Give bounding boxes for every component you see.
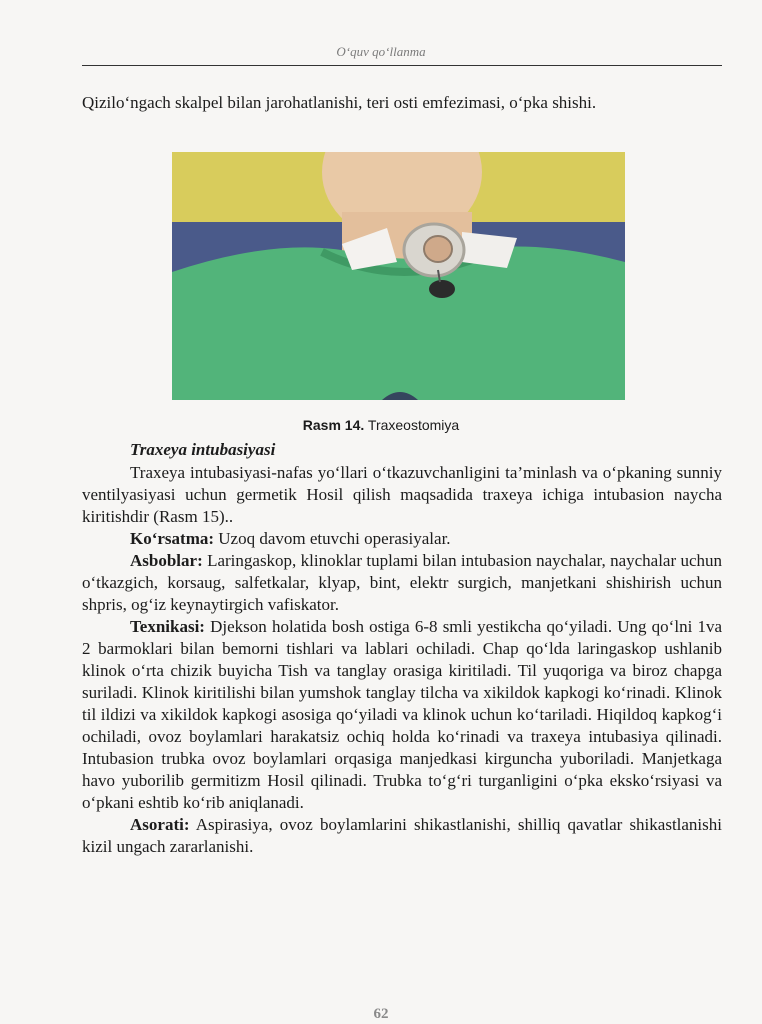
indication-label: Ko‘rsatma: xyxy=(130,529,215,548)
section-body xyxy=(82,462,722,858)
running-header: O‘quv qo‘llanma xyxy=(336,44,426,59)
technique-text: Djekson holatida bosh ostiga 6-8 smli yestikcha qo‘yiladi. Ung qo‘lni 1va 2 barmoklari bilan bemorni tishlari va lablari ochiladi. Chap qo‘lda laringaskop ushlanib klinok o‘rta chizik buyicha Tish va tanglay orasiga kiritiladi. Til yuqoriga va biroz chapga suriladi. Klinok kiritilishi bilan yumshok tanglay tilcha va xikildok kapkogi ko‘rinadi. Klinok til ildizi va xikildok kapkogi asosiga qo‘yiladi va klinok uchun ko‘tariladi. Hiqildoq kapkog‘i ochiladi, ovoz boylamlari harakatsiz ochiq holda ko‘rinadi va traxeya intubasiya qilinadi. Intubasion trubka ovoz boylamlari orqasiga manjedkasi kirguncha yuboriladi. Manjetkaga havo yuborilib germitizm Hosil qilinadi. Trubka to‘g‘ri turganligini o‘pka eksko‘rsiyasi va o‘pkani eshtib ko‘rib aniqlanadi. xyxy=(82,617,722,812)
header-rule xyxy=(82,65,722,66)
indication-paragraph xyxy=(82,528,722,550)
tracheostomy-photo xyxy=(172,152,625,400)
intro-text: Qizilo‘ngach skalpel bilan jarohatlanishi, teri osti emfezimasi, o‘pka shishi. xyxy=(82,93,597,112)
tools-label: Asboblar: xyxy=(130,551,203,570)
technique-paragraph xyxy=(82,616,722,814)
caption-label: Rasm 14. xyxy=(302,417,365,433)
section-title: Traxeya intubasiyasi xyxy=(130,440,276,459)
complications-label: Asorati: xyxy=(130,815,190,834)
definition-text: Traxeya intubasiyasi-nafas yo‘llari o‘tkazuvchanligini ta’minlash va o‘pkaning sunniy ventilyasiyasi uchun germetik Hosil qilish maqsadida traxeya ichiga intubasion naycha kiritishdir (Rasm 15).. xyxy=(82,463,722,526)
indication-text: Uzoq davom etuvchi operasiyalar. xyxy=(218,529,451,548)
figure-caption xyxy=(0,417,762,433)
complications-text: Aspirasiya, ovoz boylamlarini shikastlanishi, shilliq qavatlar shikastlanishi kizil ungach zararlanishi. xyxy=(82,815,722,856)
definition-paragraph xyxy=(82,462,722,528)
complications-paragraph xyxy=(82,814,722,858)
photo-illustration xyxy=(172,152,625,400)
tools-text: Laringaskop, klinoklar tuplami bilan intubasion naychalar, naychalar uchun o‘tkazgich, korsaug, salfetkalar, klyap, bint, elektr surgich, manjetkani shishirish uchun shpris, og‘iz keynaytirgich vafiskator. xyxy=(82,551,723,614)
intro-paragraph xyxy=(82,92,722,114)
technique-label: Texnikasi: xyxy=(130,617,205,636)
tools-paragraph xyxy=(82,550,722,616)
page-number: 62 xyxy=(373,1006,389,1022)
caption-text: Traxeostomiya xyxy=(367,417,460,433)
